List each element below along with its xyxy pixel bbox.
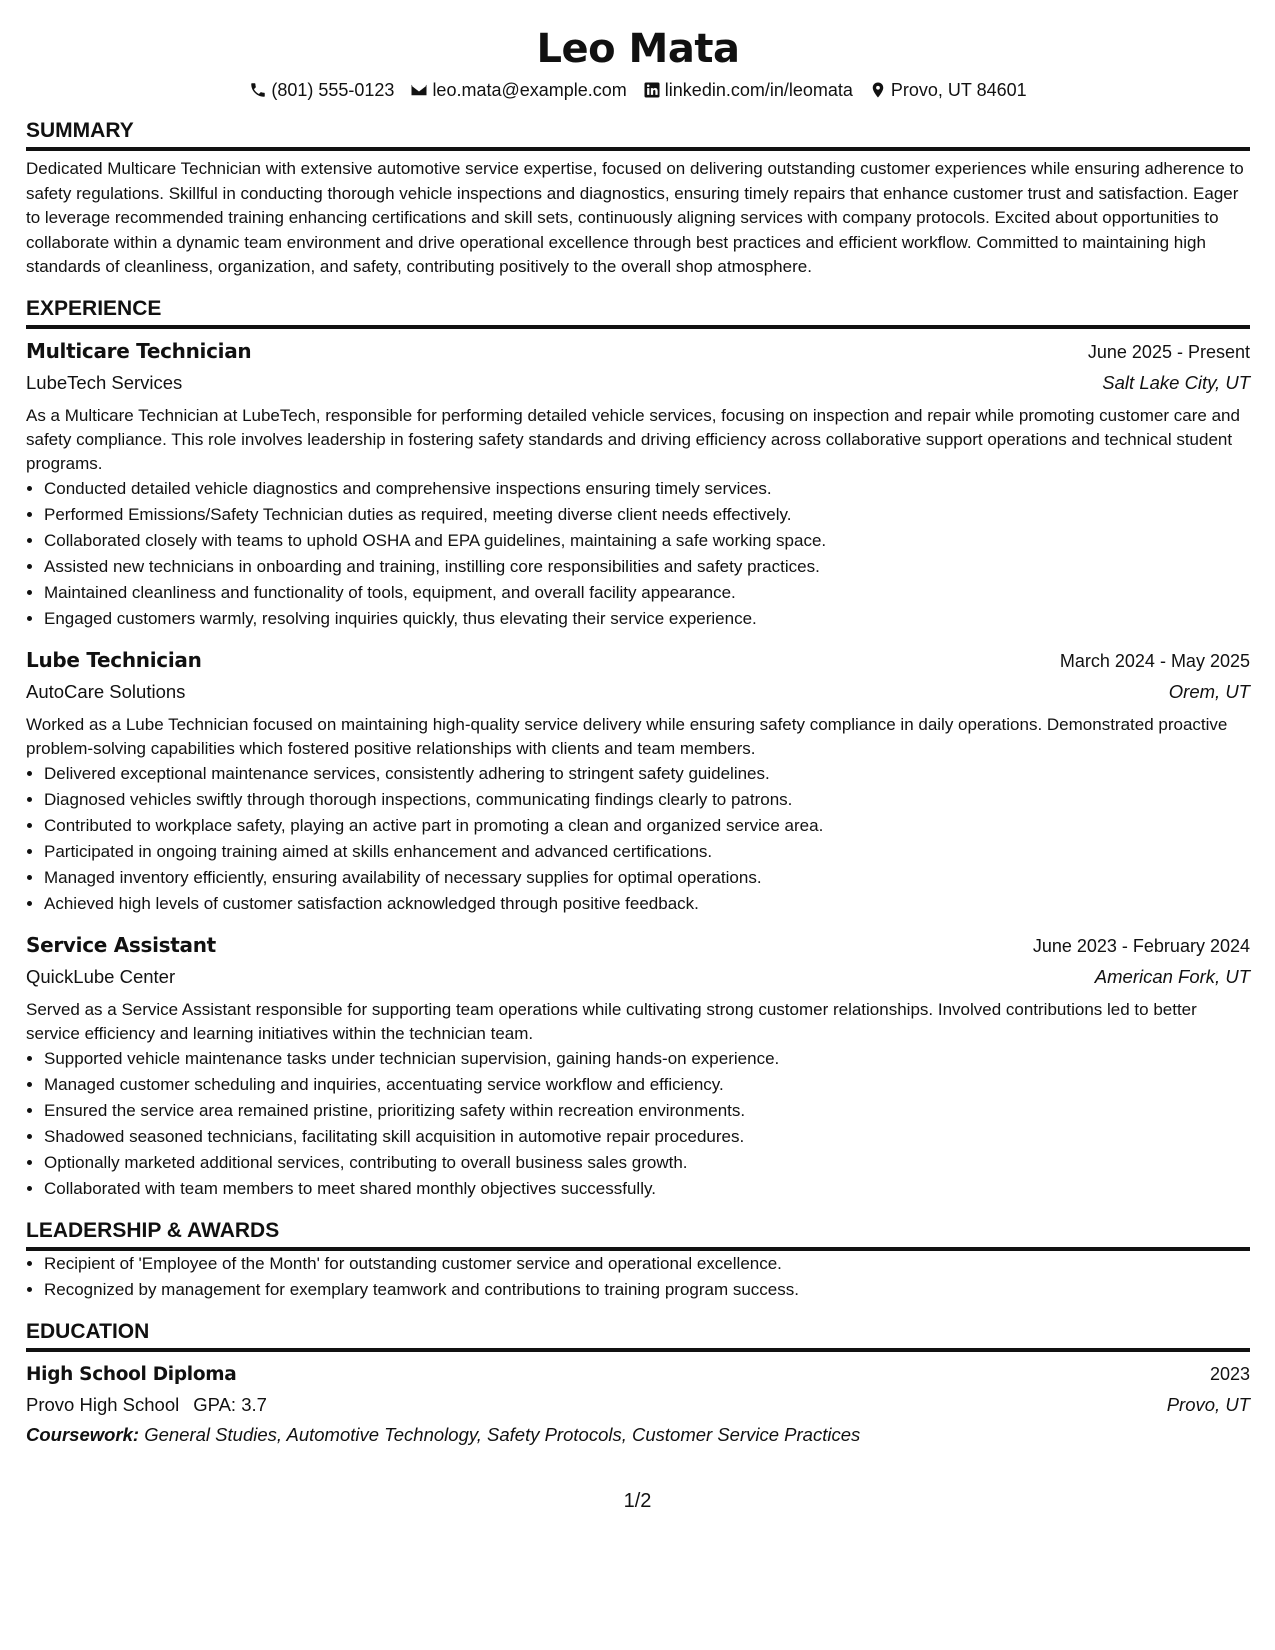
education-school-line xyxy=(26,1390,267,1420)
list-item: • Performed Emissions/Safety Technician duties as required, meeting diverse client needs effectively. xyxy=(44,502,1250,528)
awards-section xyxy=(26,1218,1250,1303)
list-item: • Delivered exceptional maintenance services, consistently adhering to stringent safety guidelines. xyxy=(44,761,1250,787)
contact-linkedin[interactable] xyxy=(643,78,853,102)
list-item: • Managed inventory efficiently, ensuring availability of necessary supplies for optimal operations. xyxy=(44,865,1250,891)
list-item: • Achieved high levels of customer satisfaction acknowledged through positive feedback. xyxy=(44,891,1250,917)
education-gpa: GPA: 3.7 xyxy=(193,1393,267,1415)
linkedin-text: linkedin.com/in/leomata xyxy=(664,80,853,100)
job-description: Worked as a Lube Technician focused on maintaining high-quality service delivery while ensuring safety compliance in daily operations. Demonstrated proactive problem-solving capabilities which fostered positive relationships with clients and team members. xyxy=(26,714,1228,758)
list-item: • Supported vehicle maintenance tasks under technician supervision, gaining hands-on experience. xyxy=(44,1046,1250,1072)
candidate-name: Leo Mata xyxy=(536,26,740,72)
contact-bar xyxy=(26,78,1250,102)
page-number: 1/2 xyxy=(623,1490,652,1512)
list-item: • Conducted detailed vehicle diagnostics and comprehensive inspections ensuring timely services. xyxy=(44,476,1250,502)
education-location: Provo, UT xyxy=(1166,1393,1250,1415)
list-item: • Collaborated with team members to meet shared monthly objectives successfully. xyxy=(44,1176,1250,1202)
map-pin-icon xyxy=(869,81,887,99)
job-company: QuickLube Center xyxy=(26,965,176,987)
list-item: • Recognized by management for exemplary teamwork and contributions to training program success. xyxy=(44,1277,1250,1303)
section-title-summary: SUMMARY xyxy=(26,118,1250,151)
job-location: Salt Lake City, UT xyxy=(1102,371,1250,393)
experience-section xyxy=(26,296,1250,1202)
job-title: Lube Technician xyxy=(26,647,202,672)
summary-text: Dedicated Multicare Technician with extensive automotive service expertise, focused on delivering outstanding customer experiences while ensuring adherence to safety regulations. Skillful in conducting thorough vehicle inspections and diagnostics, ensuring timely repairs that enhance customer trust and satisfaction. Eager to leverage recommended training enhancing certifications and skill sets, continuously aligning services with company protocols. Excited about opportunities to collaborate within a dynamic team environment and drive operational excellence through best practices and efficient workflow. Committed to maintaining high standards of cleanliness, organization, and safety, contributing positively to the overall shop atmosphere. xyxy=(26,159,1244,276)
list-item: • Maintained cleanliness and functionality of tools, equipment, and overall facility appearance. xyxy=(44,580,1250,606)
list-item: • Participated in ongoing training aimed at skills enhancement and advanced certifications. xyxy=(44,839,1250,865)
contact-email[interactable] xyxy=(410,78,626,102)
email-text: leo.mata@example.com xyxy=(432,80,627,100)
list-item: • Diagnosed vehicles swiftly through thorough inspections, communicating findings clearly to patrons. xyxy=(44,787,1250,813)
job-dates: March 2024 - May 2025 xyxy=(1059,650,1250,671)
coursework-label: Coursework: xyxy=(26,1423,140,1445)
phone-icon xyxy=(249,81,267,99)
contact-location xyxy=(869,78,1027,102)
job-dates: June 2023 - February 2024 xyxy=(1032,935,1250,956)
section-title-experience: EXPERIENCE xyxy=(26,296,1250,329)
job-dates: June 2025 - Present xyxy=(1087,341,1250,362)
job-bullets xyxy=(26,1046,1250,1202)
list-item: • Optionally marketed additional services, contributing to overall business sales growth. xyxy=(44,1150,1250,1176)
job-entry xyxy=(26,929,1250,1202)
contact-phone[interactable] xyxy=(249,78,394,102)
list-item: • Managed customer scheduling and inquiries, accentuating service workflow and efficiency. xyxy=(44,1072,1250,1098)
envelope-icon xyxy=(410,81,428,99)
phone-text: (801) 555-0123 xyxy=(271,80,395,100)
list-item: • Shadowed seasoned technicians, facilitating skill acquisition in automotive repair procedures. xyxy=(44,1124,1250,1150)
coursework-text: General Studies, Automotive Technology, Safety Protocols, Customer Service Practices xyxy=(144,1423,861,1445)
job-location: Orem, UT xyxy=(1168,680,1250,702)
summary-section xyxy=(26,118,1250,280)
job-company: AutoCare Solutions xyxy=(26,680,186,702)
section-title-education: EDUCATION xyxy=(26,1319,1250,1352)
education-section xyxy=(26,1319,1250,1450)
resume-page xyxy=(26,22,1250,1450)
list-item: • Collaborated closely with teams to uphold OSHA and EPA guidelines, maintaining a safe working space. xyxy=(44,528,1250,554)
education-school: Provo High School xyxy=(26,1393,180,1415)
linkedin-icon xyxy=(643,81,661,99)
job-title: Service Assistant xyxy=(26,932,216,957)
job-entry xyxy=(26,335,1250,632)
job-entry xyxy=(26,644,1250,917)
section-title-awards: LEADERSHIP & AWARDS xyxy=(26,1218,1250,1251)
job-bullets xyxy=(26,761,1250,917)
education-degree: High School Diploma xyxy=(26,1363,237,1385)
job-bullets xyxy=(26,476,1250,632)
list-item: • Engaged customers warmly, resolving inquiries quickly, thus elevating their service experience. xyxy=(44,606,1250,632)
list-item: • Contributed to workplace safety, playing an active part in promoting a clean and organized service area. xyxy=(44,813,1250,839)
job-description: Served as a Service Assistant responsible for supporting team operations while cultivating strong customer relationships. Involved contributions led to better service efficiency and learning initiatives within the technician team. xyxy=(26,999,1197,1043)
job-location: American Fork, UT xyxy=(1094,965,1250,987)
list-item: • Assisted new technicians in onboarding and training, instilling core responsibilities and safety practices. xyxy=(44,554,1250,580)
education-year: 2023 xyxy=(1209,1363,1250,1384)
location-text: Provo, UT 84601 xyxy=(890,80,1027,100)
education-coursework xyxy=(26,1420,1250,1450)
education-entry xyxy=(26,1358,1250,1450)
job-company: LubeTech Services xyxy=(26,371,183,393)
awards-list xyxy=(26,1251,1250,1303)
list-item: • Recipient of 'Employee of the Month' for outstanding customer service and operational excellence. xyxy=(44,1251,1250,1277)
job-title: Multicare Technician xyxy=(26,338,252,363)
job-description: As a Multicare Technician at LubeTech, responsible for performing detailed vehicle services, focusing on inspection and repair while promoting customer care and safety compliance. This role involves leadership in fostering safety standards and driving efficiency across collaborative support operations and technical student programs. xyxy=(26,405,1240,473)
list-item: • Ensured the service area remained pristine, prioritizing safety within recreation environments. xyxy=(44,1098,1250,1124)
